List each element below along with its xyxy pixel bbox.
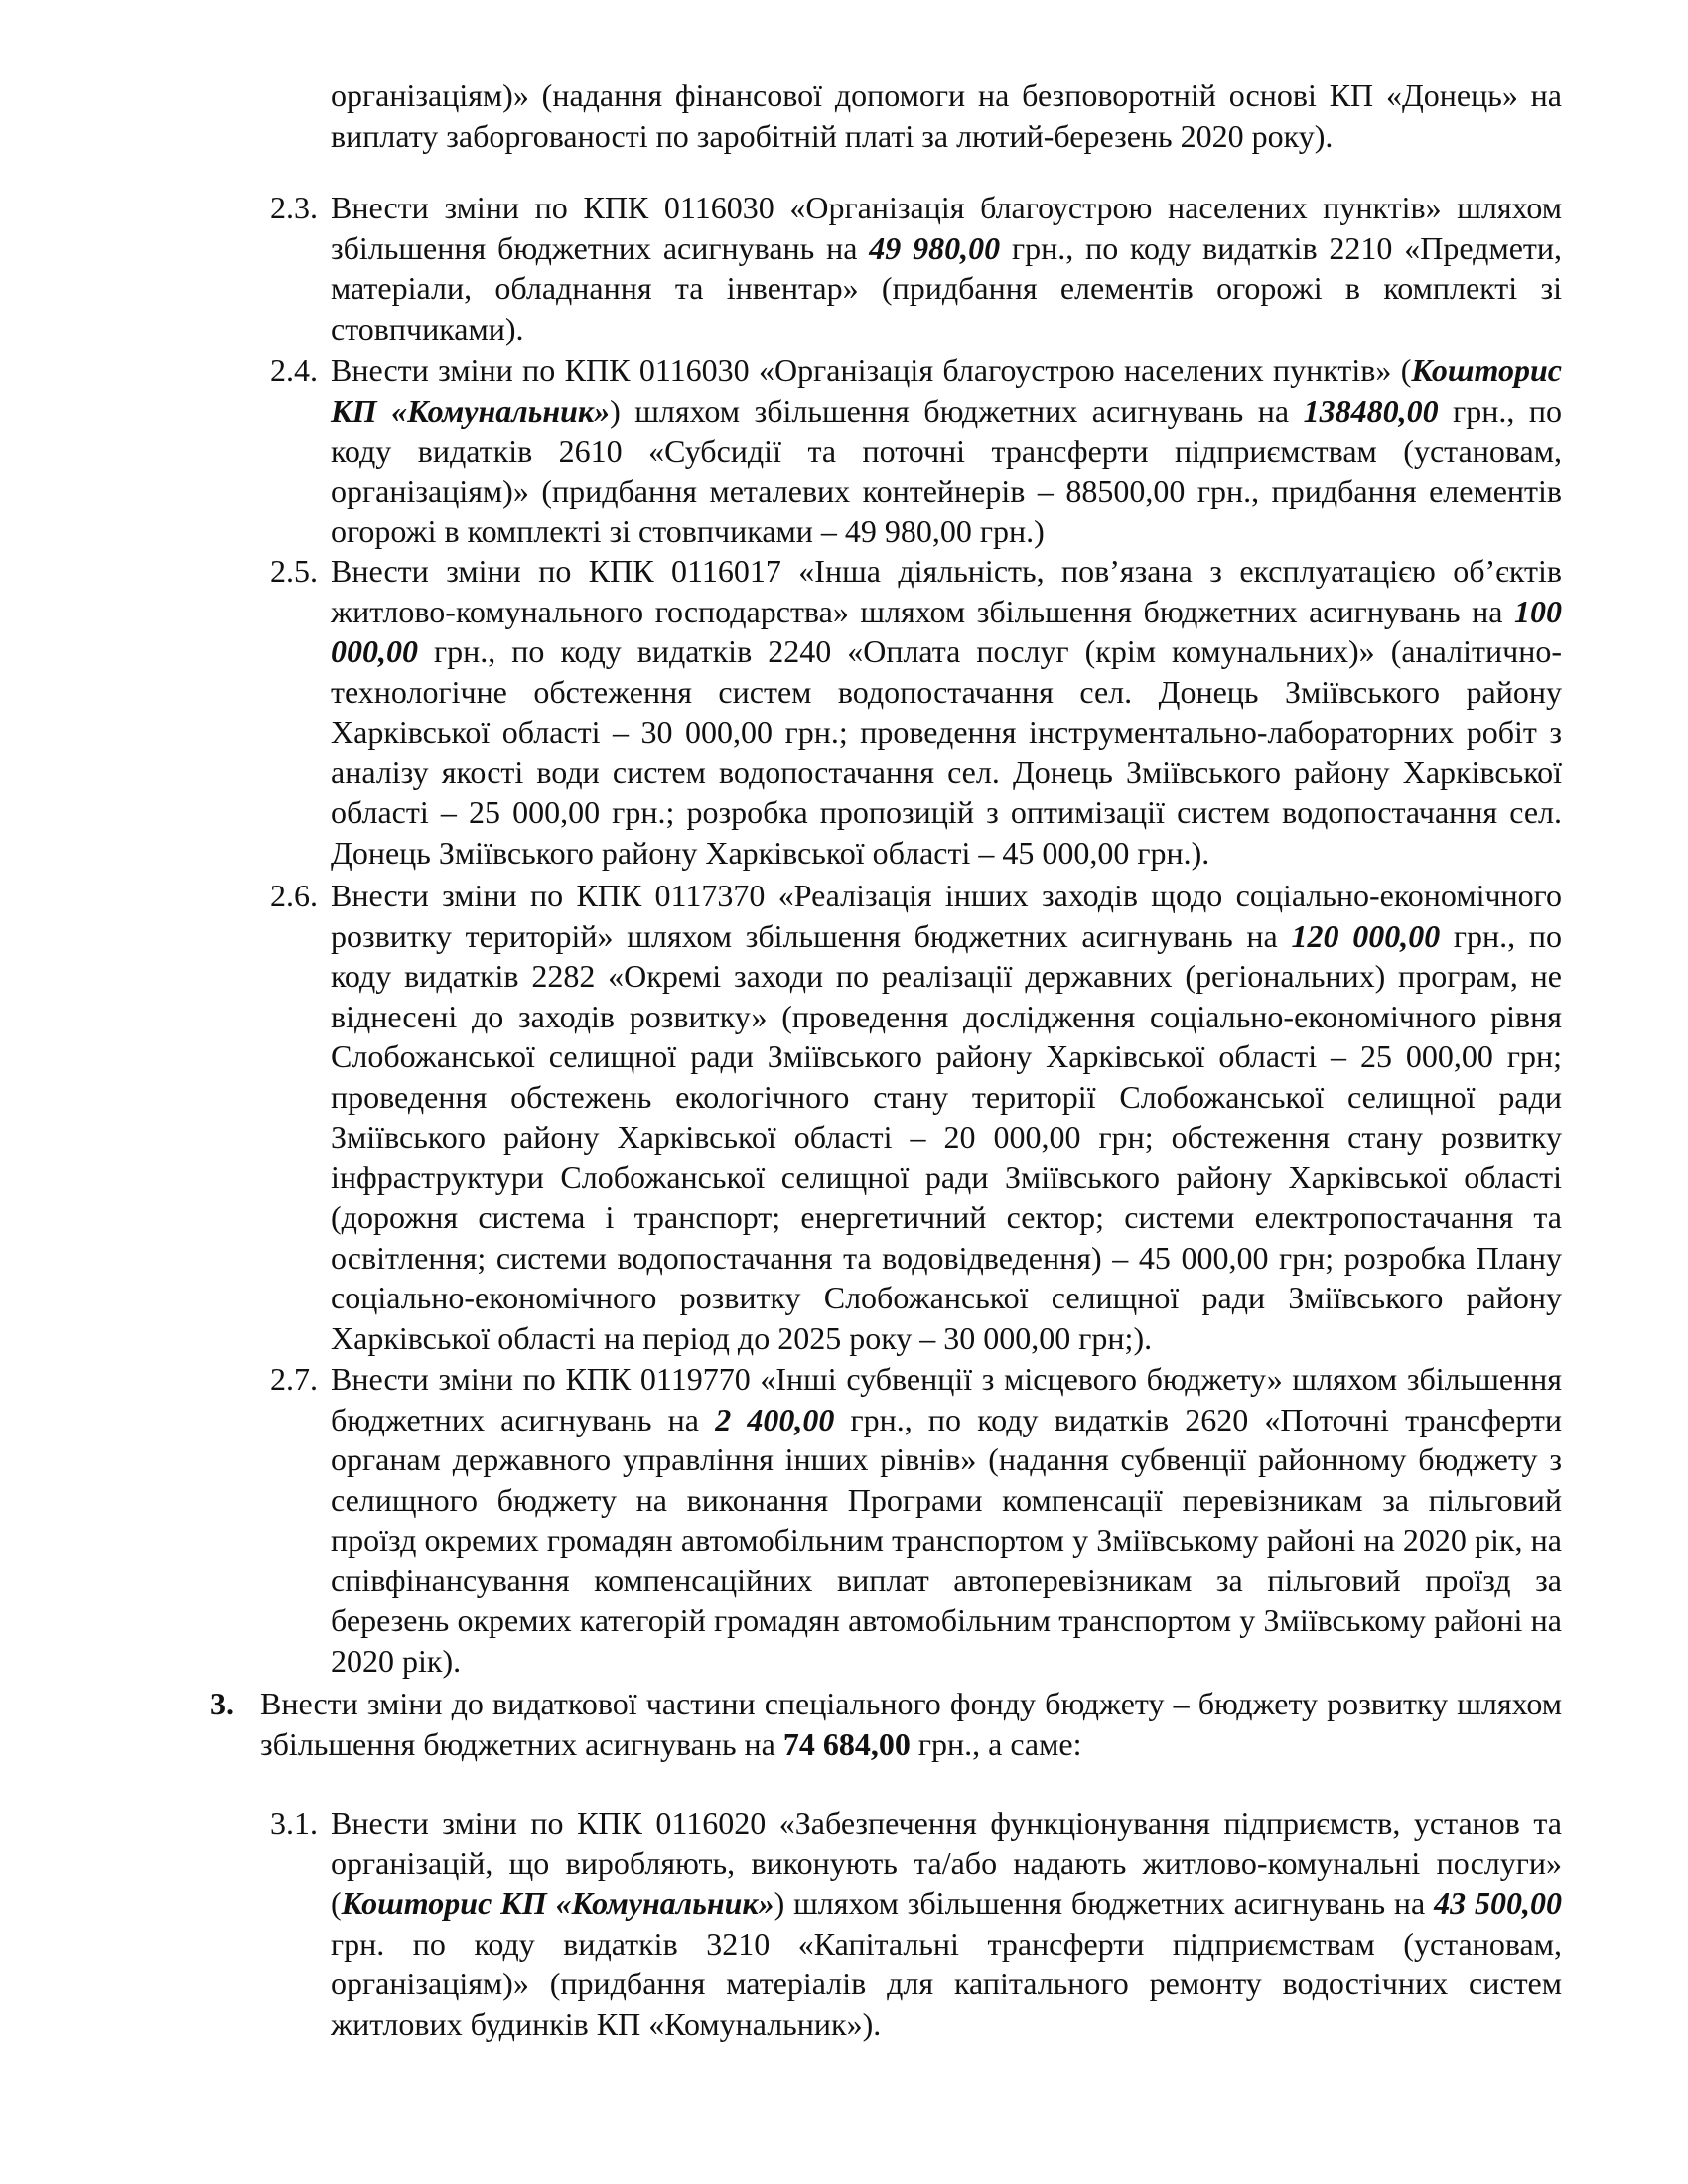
list-item-2-7 (270, 1359, 1562, 1681)
item-number: 2.5. (270, 553, 318, 589)
paragraph-text: організаціям)» (надання фінансової допомоги на безповоротній основі КП «Донець» на виплату заборгованості по заробітній платі за лютий-березень 2020 року). (331, 77, 1562, 154)
list-item-2-6 (270, 876, 1562, 1358)
amount: 49 980,00 (869, 229, 1001, 266)
estimate-name: Кошторис КП «Комунальник» (331, 352, 1562, 429)
amount: 43 500,00 (1434, 1885, 1562, 1921)
item-body: Внести зміни по КПК 0116020 «Забезпечення функціонування підприємств, установ та організацій, що виробляють, виконують та/або надають житлово-комунальні послуги» (Кошторис КП «Комунальник») шляхом збільшення бюджетних асигнувань на 43 500,00 грн. по коду видатків 3210 «Капітальні трансферти підприємствам (установам, організаціям)» (придбання матеріалів для капітального ремонту водостічних систем житлових будинків КП «Комунальник»). (331, 1805, 1562, 2042)
list-item-2-3 (270, 188, 1562, 348)
item-body: Внести зміни по КПК 0116017 «Інша діяльність, пов’язана з експлуатацією об’єктів житлово-комунального господарства» шляхом збільшення бюджетних асигнувань на 100 000,00 грн., по коду видатків 2240 «Оплата послуг (крім комунальних)» (аналітично-технологічне обстеження систем водопостачання сел. Донець Зміївського району Харківської області – 30 000,00 грн.; проведення інструментально-лабораторних робіт з аналізу якості води систем водопостачання сел. Донець Зміївського району Харківської області – 25 000,00 грн.; розробка пропозицій з оптимізації систем водопостачання сел. Донець Зміївського району Харківської області – 45 000,00 грн.). (331, 553, 1562, 871)
amount: 100 000,00 (331, 593, 1562, 669)
section-number: 3. (211, 1686, 234, 1721)
amount: 138480,00 (1303, 392, 1439, 429)
item-number: 2.6. (270, 878, 318, 913)
item-body: Внести зміни по КПК 0116030 «Організація благоустрою населених пунктів» шляхом збільшення бюджетних асигнувань на 49 980,00 грн., по коду видатків 2210 «Предмети, матеріали, обладнання та інвентар» (придбання елементів огорожі в комплекті зі стовпчиками). (331, 190, 1563, 346)
item-body: Внести зміни по КПК 0119770 «Інші субвенції з місцевого бюджету» шляхом збільшення бюджетних асигнувань на 2 400,00 грн., по коду видатків 2620 «Поточні трансферти органам державного управління інших рівнів» (надання субвенції районному бюджету з селищного бюджету на виконання Програми компенсації перевізникам за пільговий проїзд окремих громадян автомобільним транспортом у Зміївському районі на 2020 рік, на співфінансування компенсаційних виплат автоперевізникам за пільговий проїзд за березень окремих категорій громадян автомобільним транспортом у Зміївському районі на 2020 рік). (331, 1361, 1563, 1679)
estimate-name: Кошторис КП «Комунальник» (341, 1885, 774, 1921)
item-number: 2.3. (270, 190, 318, 225)
amount: 74 684,00 (782, 1725, 911, 1762)
item-number: 3.1. (270, 1805, 318, 1841)
list-item-2-4 (270, 350, 1562, 552)
item-number: 2.7. (270, 1361, 318, 1397)
section-3 (211, 1684, 1562, 1764)
amount: 120 000,00 (1291, 917, 1441, 954)
item-number: 2.4. (270, 352, 318, 388)
list-item-2-5 (270, 551, 1562, 873)
amount: 2 400,00 (715, 1401, 835, 1437)
continued-paragraph (331, 75, 1562, 156)
item-body: Внести зміни по КПК 0116030 «Організація благоустрою населених пунктів» (Кошторис КП «Комунальник») шляхом збільшення бюджетних асигнувань на 138480,00 грн., по коду видатків 2610 «Субсидії та поточні трансферти підприємствам (установам, організаціям)» (придбання металевих контейнерів – 88500,00 грн., придбання елементів огорожі в комплекті зі стовпчиками – 49 980,00 грн.) (331, 352, 1563, 549)
item-body: Внести зміни по КПК 0117370 «Реалізація інших заходів щодо соціально-економічного розвитку територій» шляхом збільшення бюджетних асигнувань на 120 000,00 грн., по коду видатків 2282 «Окремі заходи по реалізації державних (регіональних) програм, не віднесені до заходів розвитку» (проведення дослідження соціально-економічного рівня Слобожанської селищної ради Зміївського району Харківської області – 25 000,00 грн; проведення обстежень екологічного стану території Слобожанської селищної ради Зміївського району Харківської області – 20 000,00 грн; обстеження стану розвитку інфраструктури Слобожанської селищної ради Зміївського району Харківської області (дорожня система і транспорт; енергетичний сектор; системи електропостачання та освітлення; системи водопостачання та водовідведення) – 45 000,00 грн; розробка Плану соціально-економічного розвитку Слобожанської селищної ради Зміївського району Харківської області на період до 2025 року – 30 000,00 грн;). (331, 878, 1563, 1356)
list-item-3-1 (270, 1803, 1562, 2044)
section-body: Внести зміни до видаткової частини спеціального фонду бюджету – бюджету розвитку шляхом збільшення бюджетних асигнувань на 74 684,00 грн., а саме: (260, 1686, 1562, 1762)
